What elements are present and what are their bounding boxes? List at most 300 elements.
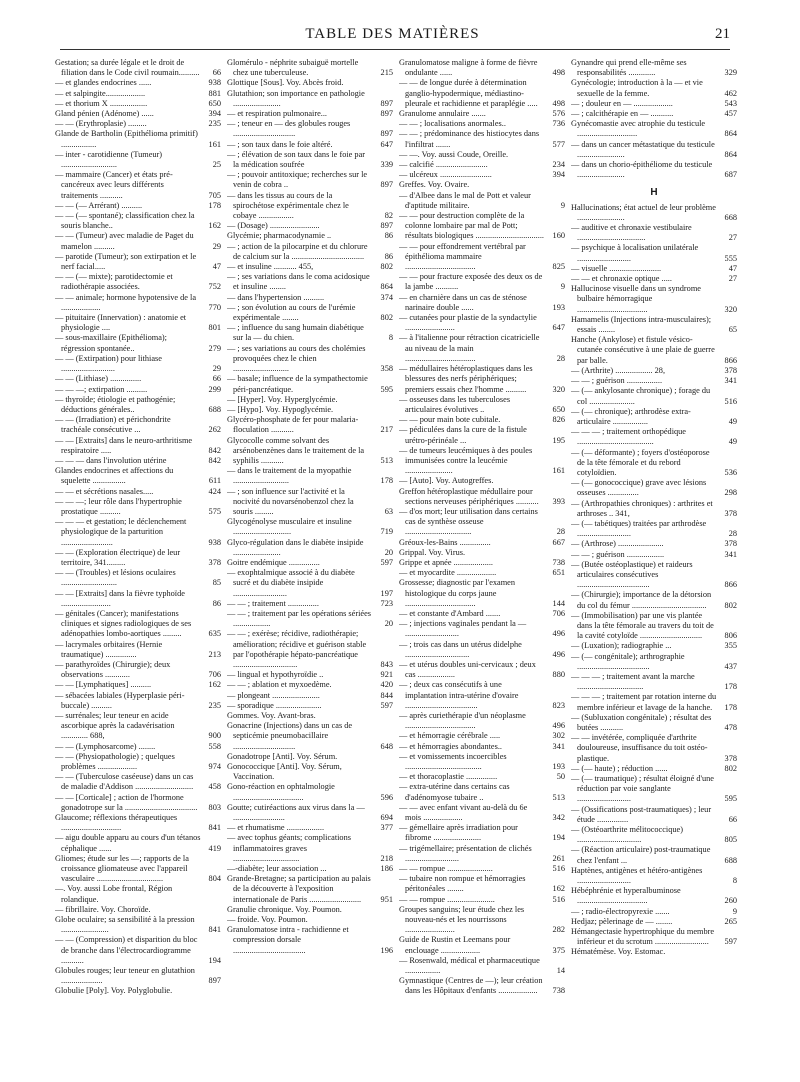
entry-page: 25: [212, 160, 221, 170]
entry-page: 648: [380, 741, 393, 751]
entry-page: 193: [552, 762, 565, 772]
index-entry: [227, 833, 393, 864]
entry-text: — (— gonococcique) grave avec lésions osseuses ...............: [571, 478, 707, 498]
entry-text: — (Arthropathies chroniques) : arthrites et arthroses .. 341,: [571, 498, 713, 518]
index-entry: [571, 866, 737, 886]
entry-text: Glutathion; son importance en pathologie .......................: [227, 88, 365, 108]
entry-text: Gymnastique (Centres de —); leur création dans les Hôpitaux d'enfants ...................: [399, 976, 543, 996]
index-entry: [227, 293, 393, 303]
entry-text: — et vomissements incoercibles .....................................: [399, 751, 507, 772]
entry-page: 162: [208, 680, 221, 690]
entry-page: 694: [380, 813, 393, 823]
entry-page: 358: [380, 364, 393, 374]
entry-page: 419: [208, 843, 221, 853]
index-entry: [399, 844, 565, 864]
index-entry: [55, 78, 221, 88]
entry-text: — ; teneur en — des globules rouges ..............................: [227, 119, 351, 139]
index-entry: [227, 874, 393, 905]
entry-text: Globe oculaire; sa sensibilité à la pression .......................: [55, 915, 195, 935]
entry-text: — (Immobilisation) par une vis plantée dans la tête fémorale au travers du toit de la cavité cotyloïde ..............................: [571, 610, 714, 641]
index-entry: [55, 385, 221, 395]
index-entry: [399, 150, 565, 160]
entry-text: Glycocolle comme solvant des arsénobenzènes dans le traitement de la syphilis ...........: [227, 435, 365, 465]
entry-page: 516: [724, 396, 737, 406]
entry-text: Groupes sanguins; leur étude chez les nouveau-nés et les nourrissons ........................: [399, 904, 525, 935]
entry-text: — — (Tuberculose caséeuse) dans un cas de maladie d'Addison ............................: [55, 772, 194, 792]
entry-page: 880: [552, 670, 565, 680]
entry-text: Glandes endocrines et affections du squelette ................: [55, 466, 174, 486]
index-entry: [399, 415, 565, 425]
index-entry: [571, 109, 737, 119]
entry-page: 706: [552, 608, 565, 618]
entry-text: Granulome annulaire .......: [399, 109, 486, 119]
entry-page: 197: [380, 588, 393, 598]
index-entry: [55, 436, 221, 456]
index-entry: [399, 78, 565, 109]
entry-page: 647: [552, 323, 565, 333]
entry-text: — (— traumatique) ; résultat éloigné d'une réduction par voie sanglante ..........................: [571, 774, 714, 804]
index-entry: [571, 611, 737, 642]
entry-text: —. Voy. aussi Lobe frontal, Région rolandique.: [55, 884, 173, 904]
entry-page: 736: [552, 119, 565, 129]
entry-page: 650: [208, 98, 221, 108]
entry-page: 66: [728, 814, 737, 824]
entry-page: 235: [208, 119, 221, 129]
entry-text: — — (Tumeur) avec maladie de Paget du mamelon ..........: [55, 231, 194, 251]
entry-text: — — ; ablation et myxoedème.: [227, 680, 332, 690]
entry-text: Gonacrine (Injections) dans un cas de septicémie pneumobacillaire ..............................: [227, 721, 353, 751]
entry-text: — et myocardite ...................: [399, 568, 497, 578]
entry-text: — d'os mort; leur utilisation dans certains cas de synthèse osseuse ................................: [399, 506, 538, 537]
entry-page: 186: [380, 864, 393, 874]
entry-page: 897: [380, 98, 393, 108]
index-entry: [227, 242, 393, 262]
entry-page: 842: [208, 445, 221, 455]
index-entry: [399, 58, 565, 78]
entry-text: — Rosenwald, médical et pharmaceutique .................: [399, 955, 540, 976]
entry-page: 496: [552, 649, 565, 659]
index-entry: [55, 609, 221, 640]
index-entry: [55, 211, 221, 231]
index-entry: [571, 203, 737, 223]
entry-page: 265: [724, 916, 737, 926]
index-entry: [571, 590, 737, 610]
entry-text: Hématémèse. Voy. Estomac.: [571, 947, 666, 957]
index-entry: [55, 374, 221, 384]
entry-text: — — (Lymphosarcome) ........: [55, 741, 156, 751]
entry-text: Granulie chronique. Voy. Poumon.: [227, 904, 342, 914]
index-entry: [227, 925, 393, 956]
index-column-3: [399, 58, 565, 1072]
entry-page: 802: [380, 313, 393, 323]
index-entry: [399, 905, 565, 936]
entry-text: Goutte; cutiréactions aux virus dans la — .........................: [227, 802, 365, 823]
entry-text: — froide. Voy. Poumon.: [227, 915, 308, 925]
index-entry: [55, 466, 221, 486]
entry-page: 320: [724, 304, 737, 314]
entry-page: 196: [380, 945, 393, 955]
index-entry: [399, 242, 565, 273]
entry-page: 235: [208, 700, 221, 710]
index-entry: [55, 935, 221, 966]
entry-text: — thyroïde; étiologie et pathogénie; déductions générales..: [55, 394, 176, 414]
entry-text: Gynécologie; introduction à la — et vie sexuelle de la femme.: [571, 78, 703, 98]
index-entry: [399, 211, 565, 242]
index-entry: [571, 927, 737, 947]
index-entry: [399, 446, 565, 477]
index-entry: [227, 782, 393, 802]
entry-page: 28: [556, 527, 565, 537]
index-entry: [399, 109, 565, 119]
entry-text: — (Chirurgie); importance de la détorsion du col du fémur ....................................: [571, 590, 712, 610]
entry-page: 558: [208, 741, 221, 751]
entry-page: 66: [212, 374, 221, 384]
index-entry: [227, 517, 393, 537]
index-entry: [227, 344, 393, 375]
index-entry: [571, 907, 737, 917]
entry-page: 162: [552, 884, 565, 894]
entry-page: 596: [380, 792, 393, 802]
entry-page: 938: [208, 78, 221, 88]
entry-text: — — (— mixte); parotidectomie et radiothérapie associées.: [55, 272, 173, 292]
index-entry: [571, 386, 737, 406]
index-entry: [571, 539, 737, 549]
index-entry: [399, 640, 565, 660]
entry-text: — — avec enfant vivant au-delà du 6e mois ...................: [399, 802, 528, 823]
entry-text: — (Ostéoarthrite mélitococcique) ...............................: [571, 825, 683, 845]
index-entry: [399, 742, 565, 752]
entry-text: —-diabète; leur association ...: [227, 864, 327, 874]
index-entry: [227, 670, 393, 680]
entry-text: Gono-réaction en ophtalmologie ..................................: [227, 782, 335, 802]
entry-page: 841: [208, 823, 221, 833]
entry-text: — et rhumatisme ..................: [227, 823, 325, 833]
index-entry: [571, 407, 737, 427]
index-entry: [399, 395, 565, 415]
entry-page: 801: [208, 323, 221, 333]
index-entry: [227, 568, 393, 599]
page-title: TABLE DES MATIÈRES: [305, 26, 480, 42]
entry-text: Gland pénien (Adénome) ......: [55, 109, 154, 119]
index-entry: [571, 427, 737, 447]
entry-text: Hallucinose visuelle dans un syndrome bulbaire hémorragique ..................................: [571, 284, 701, 314]
entry-page: 516: [552, 864, 565, 874]
entry-text: Gonococcique [Anti]. Voy. Sérum, Vaccination.: [227, 762, 342, 782]
entry-text: Greffon hétéroplastique médullaire pour sections nerveuses périphériques ...........: [399, 486, 539, 506]
entry-text: — — ; exérèse; récidive, radiothérapie; amélioration; récidive et guérison stable par l'opothérapie hépato-pancréatique ...............................: [227, 629, 367, 669]
entry-page: 29: [212, 364, 221, 374]
entry-text: — extra-utérine dans certains cas d'adénomyose tubaire ..: [399, 782, 510, 802]
entry-text: — (— déformante) ; foyers d'ostéoporose de la tête fémorale et du rebord cotyloïdien.: [571, 447, 710, 477]
entry-page: 218: [380, 853, 393, 863]
index-entry: [55, 201, 221, 211]
index-entry: [399, 476, 565, 486]
entry-page: 752: [208, 282, 221, 292]
index-entry: [399, 160, 565, 170]
index-entry: [571, 692, 737, 712]
entry-page: 826: [552, 415, 565, 425]
entry-page: 597: [724, 937, 737, 947]
entry-text: — ; ses variations dans le coma acidosique et insuline ........: [227, 272, 370, 292]
entry-page: 378: [724, 508, 737, 518]
index-entry: [227, 538, 393, 558]
entry-text: — — (Exploration électrique) de leur territoire, 341.........: [55, 547, 181, 567]
index-entry: [399, 895, 565, 905]
entry-text: Grande-Bretagne; sa participation au palais de la découverte à l'exposition internationale de Paris .........................: [227, 874, 371, 904]
entry-text: — — et sécrétions nasales.....: [55, 486, 154, 496]
index-entry: [399, 313, 565, 333]
entry-page: 844: [380, 690, 393, 700]
entry-page: 86: [384, 231, 393, 241]
entry-page: 650: [552, 404, 565, 414]
entry-page: 881: [208, 88, 221, 98]
entry-page: 260: [724, 896, 737, 906]
index-entry: [55, 640, 221, 660]
index-entry: [227, 262, 393, 272]
entry-page: 770: [208, 302, 221, 312]
entry-page: 897: [380, 109, 393, 119]
entry-page: 8: [732, 876, 737, 886]
entry-page: 897: [208, 976, 221, 986]
entry-page: 234: [552, 160, 565, 170]
index-entry: [55, 905, 221, 915]
entry-text: — — pour effondrement vertébral par épithélioma mammaire ..................................: [399, 241, 526, 272]
entry-page: 394: [552, 170, 565, 180]
entry-text: — — invétérée, compliquée d'arthrite douloureuse, insuffisance du toit ostéo-plastique.: [571, 733, 708, 763]
entry-text: Hedjaz; pèlerinage de — ........: [571, 916, 673, 926]
entry-page: 424: [208, 486, 221, 496]
index-entry: [55, 109, 221, 119]
entry-text: Gonadotrope [Anti]. Voy. Sérum.: [227, 751, 338, 761]
index-entry: [571, 284, 737, 315]
index-entry: [227, 405, 393, 415]
entry-text: — — pour main bote cubitale.: [399, 415, 501, 425]
index-entry: [571, 448, 737, 479]
entry-text: Globules rouges; leur teneur en glutathion ....................: [55, 966, 195, 986]
entry-text: — et respiration pulmonaire...: [227, 109, 327, 119]
index-entry: [399, 568, 565, 578]
entry-text: — (— congénitale); arthrographie ...................................: [571, 651, 685, 671]
entry-text: — ; calcithérapie en — ...........: [571, 109, 674, 119]
entry-page: 178: [724, 682, 737, 692]
index-entry: [55, 231, 221, 251]
index-entry: [399, 935, 565, 955]
entry-text: — ulcéreux .........................: [399, 170, 492, 180]
index-entry: [227, 558, 393, 568]
entry-text: — sporadique ......................: [227, 700, 322, 710]
entry-text: Hanche (Ankylose) et fistule vésico-cutanée consécutive à une plaie de guerre par balle.: [571, 335, 715, 365]
entry-page: 651: [552, 568, 565, 578]
entry-page: 420: [380, 680, 393, 690]
entry-page: 178: [208, 200, 221, 210]
entry-text: — — (— spontané); classification chez la souris blanche..: [55, 211, 195, 231]
entry-page: 195: [552, 435, 565, 445]
index-entry: [571, 560, 737, 591]
index-entry: [227, 823, 393, 833]
entry-page: 804: [208, 874, 221, 884]
entry-text: — — ; traitement ...............: [227, 598, 319, 608]
entry-text: — — (— Arrérant) ..........: [55, 200, 143, 210]
entry-page: 320: [552, 384, 565, 394]
entry-page: 597: [380, 557, 393, 567]
entry-page: 667: [552, 537, 565, 547]
entry-page: 47: [728, 263, 737, 273]
index-entry: [227, 436, 393, 467]
entry-page: 543: [724, 98, 737, 108]
entry-text: — et glandes endocrines ......: [55, 78, 152, 88]
entry-text: — pituitaire (Innervation) : anatomie et physiologie ....: [55, 313, 187, 333]
entry-text: Glyco-régulation dans le diabète insipide .......................: [227, 537, 364, 557]
entry-text: — trigémellaire; présentation de clichés ..........................: [399, 843, 532, 863]
entry-page: 377: [380, 823, 393, 833]
index-entry: [571, 764, 737, 774]
entry-text: — à l'italienne pour rétraction cicatricielle au niveau de la main ..................................: [399, 333, 540, 363]
entry-page: 688: [724, 855, 737, 865]
index-entry: [399, 772, 565, 782]
entry-text: — — pour destruction complète de la colonne lombaire par mal de Pott; résultats biologiques .................................: [399, 211, 544, 241]
index-entry: [227, 150, 393, 170]
entry-text: — (— tabétiques) traitées par arthrodèse ..........................: [571, 518, 707, 539]
index-entry: [227, 752, 393, 762]
entry-page: 647: [380, 139, 393, 149]
entry-text: — d'Albee dans le mal de Pott et valeur d'aptitude militaire.: [399, 190, 531, 210]
entry-text: — — (Erythroplasie) .........: [55, 119, 147, 129]
index-entry: [55, 456, 221, 466]
entry-text: Glycémie; pharmacodynamie ..: [227, 231, 332, 241]
entry-text: — — [Lymphatiques] ..........: [55, 680, 152, 690]
entry-page: 9: [560, 200, 565, 210]
index-entry: [227, 89, 393, 109]
entry-text: — surrénales; leur teneur en acide ascorbique après la cadavérisation ............. 688,: [55, 711, 175, 741]
entry-text: Grippal. Voy. Virus.: [399, 547, 466, 557]
entry-text: Glomérulo - néphrite subaiguë mortelle chez une tuberculeuse.: [227, 58, 359, 78]
entry-text: Grippe et apnée ...................: [399, 557, 494, 567]
index-entry: [399, 364, 565, 395]
entry-page: 215: [380, 68, 393, 78]
index-entry: [55, 833, 221, 853]
entry-page: 378: [724, 753, 737, 763]
entry-page: 27: [728, 274, 737, 284]
entry-page: 496: [552, 629, 565, 639]
index-entry: [399, 803, 565, 823]
entry-page: 536: [724, 467, 737, 477]
index-entry: [55, 313, 221, 333]
entry-page: 806: [724, 631, 737, 641]
entry-page: 576: [552, 109, 565, 119]
entry-text: — (Dosage) ........................: [227, 221, 320, 231]
entry-text: — plongeant .......................: [227, 690, 320, 700]
entry-page: 897: [380, 129, 393, 139]
entry-page: 341: [724, 376, 737, 386]
entry-text: — — ; guérison ..................: [571, 549, 665, 559]
entry-page: 843: [380, 659, 393, 669]
entry-text: — — rompue .......................: [399, 894, 495, 904]
index-entry: [571, 478, 737, 498]
index-entry: [571, 119, 737, 139]
entry-text: — inter - carotidienne (Tumeur) ...........................: [55, 149, 163, 170]
entry-text: — et hémorragies abondantes..: [399, 741, 502, 751]
index-entry: [571, 550, 737, 560]
entry-page: 921: [380, 670, 393, 680]
index-entry: [399, 782, 565, 802]
index-entry: [399, 578, 565, 609]
index-entry: [571, 366, 737, 376]
entry-page: 738: [552, 986, 565, 996]
index-entry: [571, 947, 737, 957]
entry-page: 866: [724, 355, 737, 365]
entry-page: 14: [556, 966, 565, 976]
index-entry: [227, 691, 393, 701]
entry-page: 162: [208, 221, 221, 231]
index-entry: [571, 652, 737, 672]
entry-text: — ; son évolution au cours de l'urémie expérimentale ........: [227, 302, 356, 323]
entry-page: 329: [724, 68, 737, 78]
entry-page: 823: [552, 700, 565, 710]
index-entry: [55, 854, 221, 885]
index-entry: [227, 864, 393, 874]
entry-text: — — animale; hormone hypotensive de la ...................: [55, 292, 197, 312]
entry-text: Gestation; sa durée légale et le droit de filiation dans le Code civil roumain..........: [55, 58, 200, 78]
entry-page: 498: [552, 98, 565, 108]
entry-text: — — — ; traitement avant la marche ................................: [571, 671, 695, 692]
entry-text: — (Butée ostéoplastique) et raideurs articulaires consécutives ...................................: [571, 559, 693, 590]
entry-page: 951: [380, 894, 393, 904]
entry-page: 194: [552, 833, 565, 843]
entry-page: 595: [380, 384, 393, 394]
entry-page: 355: [724, 641, 737, 651]
entry-page: 864: [724, 129, 737, 139]
entry-page: 65: [728, 325, 737, 335]
entry-text: — auditive et chronaxie vestibulaire .................................: [571, 223, 692, 243]
entry-page: 498: [552, 68, 565, 78]
index-entry: [571, 917, 737, 927]
entry-page: 85: [212, 578, 221, 588]
entry-text: — (— ankylosante chronique) ; forage du col ......................: [571, 386, 711, 406]
entry-page: 193: [552, 302, 565, 312]
section-letter: H: [650, 187, 658, 199]
page-header: [60, 26, 730, 50]
entry-page: 9: [732, 906, 737, 916]
index-entry: [571, 774, 737, 805]
index-entry: [399, 874, 565, 894]
entry-page: 635: [208, 629, 221, 639]
entry-text: — parathyroïdes (Chirurgie); deux observations ............: [55, 659, 171, 680]
index-entry: [571, 805, 737, 825]
index-entry: [227, 395, 393, 405]
index-entry: [571, 886, 737, 906]
entry-page: 802: [380, 262, 393, 272]
entry-text: — fibrillaire. Voy. Choroïde.: [55, 904, 151, 914]
index-entry: [55, 915, 221, 935]
index-entry: [571, 713, 737, 733]
index-entry: [571, 845, 737, 865]
entry-text: — — [Extraits] dans le neuro-arthritisme respiratoire .....: [55, 435, 193, 455]
index-entry: [399, 425, 565, 445]
entry-text: Goitre endémique ...............: [227, 557, 320, 567]
entry-text: Glycogénolyse musculaire et insuline ............................: [227, 517, 352, 537]
entry-text: Glande de Bartholin (Epithélioma primitif) .................: [55, 129, 198, 149]
entry-text: — —. Voy. aussi Coude, Oreille.: [399, 149, 509, 159]
entry-page: 49: [728, 416, 737, 426]
index-entry: [55, 150, 221, 170]
entry-page: 378: [208, 557, 221, 567]
entry-page: 374: [380, 292, 393, 302]
entry-page: 457: [724, 109, 737, 119]
entry-page: 900: [208, 731, 221, 741]
index-entry: [227, 466, 393, 486]
entry-text: — avec tophus géants; complications inflammatoires graves ................................: [227, 833, 351, 863]
entry-text: — — — ; traitement orthopédique .....................................: [571, 427, 686, 447]
